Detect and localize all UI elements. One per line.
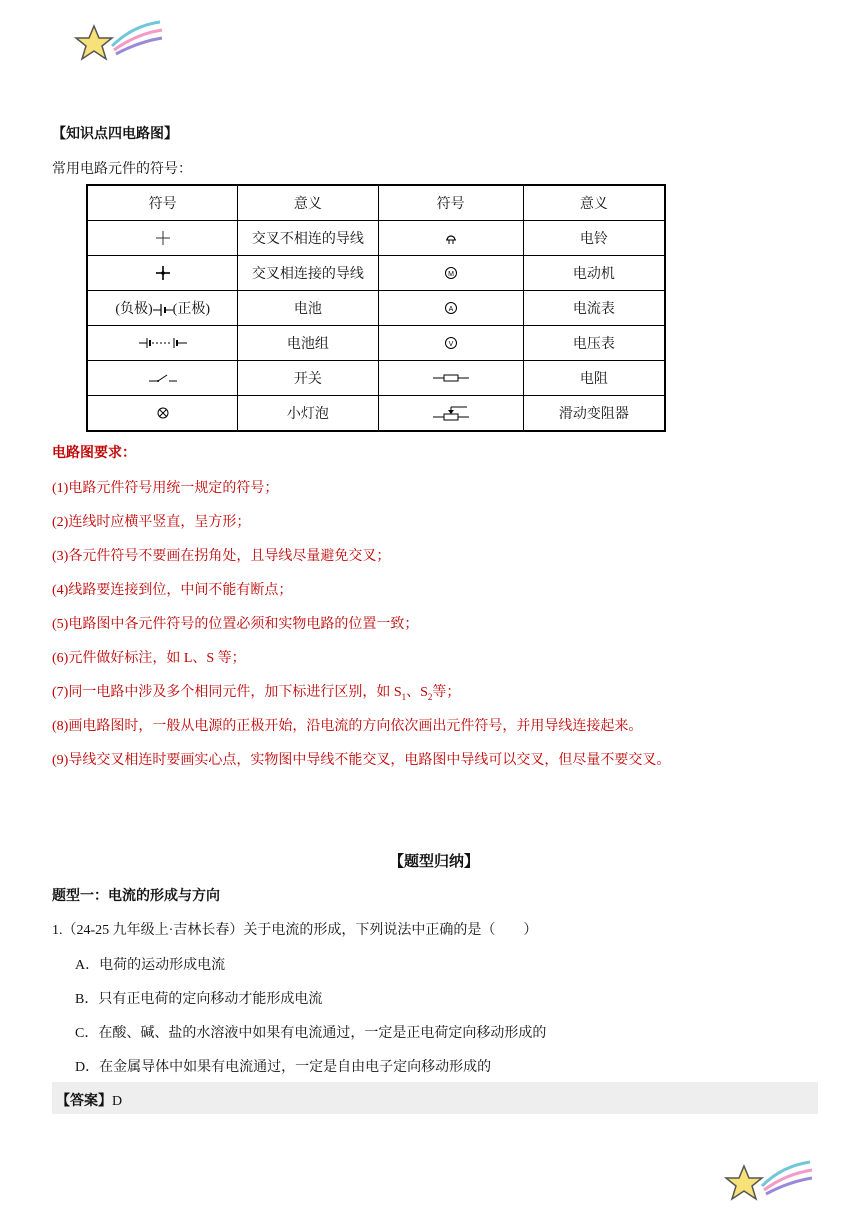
symbol-cell xyxy=(87,291,238,326)
switch-icon xyxy=(149,371,177,385)
requirement-item: (6)元件做好标注，如 L、S 等； xyxy=(52,651,246,666)
requirement-item: (4)线路要连接到位，中间不能有断点； xyxy=(52,583,293,598)
requirement-item: (2)连线时应横平竖直，呈方形； xyxy=(52,515,251,530)
header-cell: 意义 xyxy=(238,185,378,221)
svg-text:A: A xyxy=(448,305,453,313)
ammeter-icon xyxy=(444,301,458,315)
meaning-cell: 电动机 xyxy=(523,256,665,291)
requirement-item: (8)画电路图时，一般从电源的正极开始，沿电流的方向依次画出元件符号，并用导线连接起来。 xyxy=(52,719,643,734)
meaning-cell: 电流表 xyxy=(523,291,665,326)
symbol-cell xyxy=(378,396,523,432)
requirement-item: (5)电路图中各元件符号的位置必须和实物电路的位置一致； xyxy=(52,617,419,632)
wire-cross-connected-icon xyxy=(156,266,170,280)
option-b: B．只有正电荷的定向移动才能形成电流 xyxy=(75,992,323,1007)
question-type-title: 题型一：电流的形成与方向 xyxy=(52,889,220,904)
table-row xyxy=(87,326,665,361)
symbol-cell xyxy=(87,326,238,361)
bulb-icon xyxy=(156,406,170,420)
meaning-cell: 电铃 xyxy=(523,221,665,256)
meaning-cell: 电阻 xyxy=(523,361,665,396)
question-stem: 1.（24-25 九年级上·吉林长春）关于电流的形成，下列说法中正确的是（ ） xyxy=(52,923,538,938)
table-header-row xyxy=(87,185,665,221)
meaning-cell: 小灯泡 xyxy=(238,396,378,432)
requirement-item: (1)电路元件符号用统一规定的符号； xyxy=(52,481,279,496)
symbol-cell xyxy=(87,361,238,396)
wire-cross-unconnected-icon xyxy=(156,231,170,245)
symbol-cell xyxy=(378,221,523,256)
table-row xyxy=(87,396,665,432)
motor-icon xyxy=(444,266,458,280)
voltmeter-icon xyxy=(444,336,458,350)
table-row xyxy=(87,361,665,396)
requirement-item: (7)同一电路中涉及多个相同元件，加下标进行区别，如 $S_1$、$S_2$等； xyxy=(52,685,461,702)
svg-text:M: M xyxy=(447,270,454,278)
requirements-title: 电路图要求： xyxy=(52,446,136,461)
battery-icon xyxy=(153,303,173,317)
option-d: D．在金属导体中如果有电流通过，一定是自由电子定向移动形成的 xyxy=(75,1060,492,1075)
negative-label: (负极) xyxy=(115,302,153,317)
requirement-item: (9)导线交叉相连时要画实心点，实物图中导线不能交叉，电路图中导线可以交叉，但尽量不要交叉。 xyxy=(52,753,671,768)
bell-icon xyxy=(444,231,458,245)
header-cell: 符号 xyxy=(87,185,238,221)
answer xyxy=(56,1090,122,1110)
header-cell: 意义 xyxy=(523,185,665,221)
table-row xyxy=(87,221,665,256)
group-title: 【题型归纳】 xyxy=(388,854,479,870)
header-cell: 符号 xyxy=(378,185,523,221)
symbol-cell xyxy=(87,221,238,256)
meaning-cell: 滑动变阻器 xyxy=(523,396,665,432)
answer-label: 【答案】 xyxy=(56,1094,112,1109)
table-row xyxy=(87,291,665,326)
positive-label: (正极) xyxy=(172,302,210,317)
symbol-cell xyxy=(378,361,523,396)
answer-value: D xyxy=(112,1094,123,1109)
shooting-star-icon xyxy=(72,16,164,66)
symbol-cell xyxy=(87,256,238,291)
option-c: C．在酸、碱、盐的水溶液中如果有电流通过，一定是正电荷定向移动形成的 xyxy=(75,1026,547,1041)
answer-box xyxy=(52,1082,818,1114)
svg-text:V: V xyxy=(448,340,453,348)
symbol-cell xyxy=(378,326,523,361)
option-a: A．电荷的运动形成电流 xyxy=(75,958,226,973)
symbol-cell xyxy=(378,256,523,291)
table-row xyxy=(87,256,665,291)
battery-pack-icon xyxy=(139,336,187,350)
symbol-cell xyxy=(87,396,238,432)
requirement-item: (3)各元件符号不要画在拐角处，且导线尽量避免交叉； xyxy=(52,549,391,564)
intro-text: 常用电路元件的符号： xyxy=(52,162,192,177)
section-title: 【知识点四电路图】 xyxy=(52,127,178,142)
resistor-icon xyxy=(433,371,469,385)
meaning-cell: 电压表 xyxy=(523,326,665,361)
symbol-table xyxy=(86,184,666,432)
meaning-cell: 交叉相连接的导线 xyxy=(238,256,378,291)
meaning-cell: 交叉不相连的导线 xyxy=(238,221,378,256)
rheostat-icon xyxy=(433,403,469,423)
meaning-cell: 电池 xyxy=(238,291,378,326)
meaning-cell: 开关 xyxy=(238,361,378,396)
shooting-star-icon xyxy=(722,1156,814,1206)
meaning-cell: 电池组 xyxy=(238,326,378,361)
symbol-cell xyxy=(378,291,523,326)
